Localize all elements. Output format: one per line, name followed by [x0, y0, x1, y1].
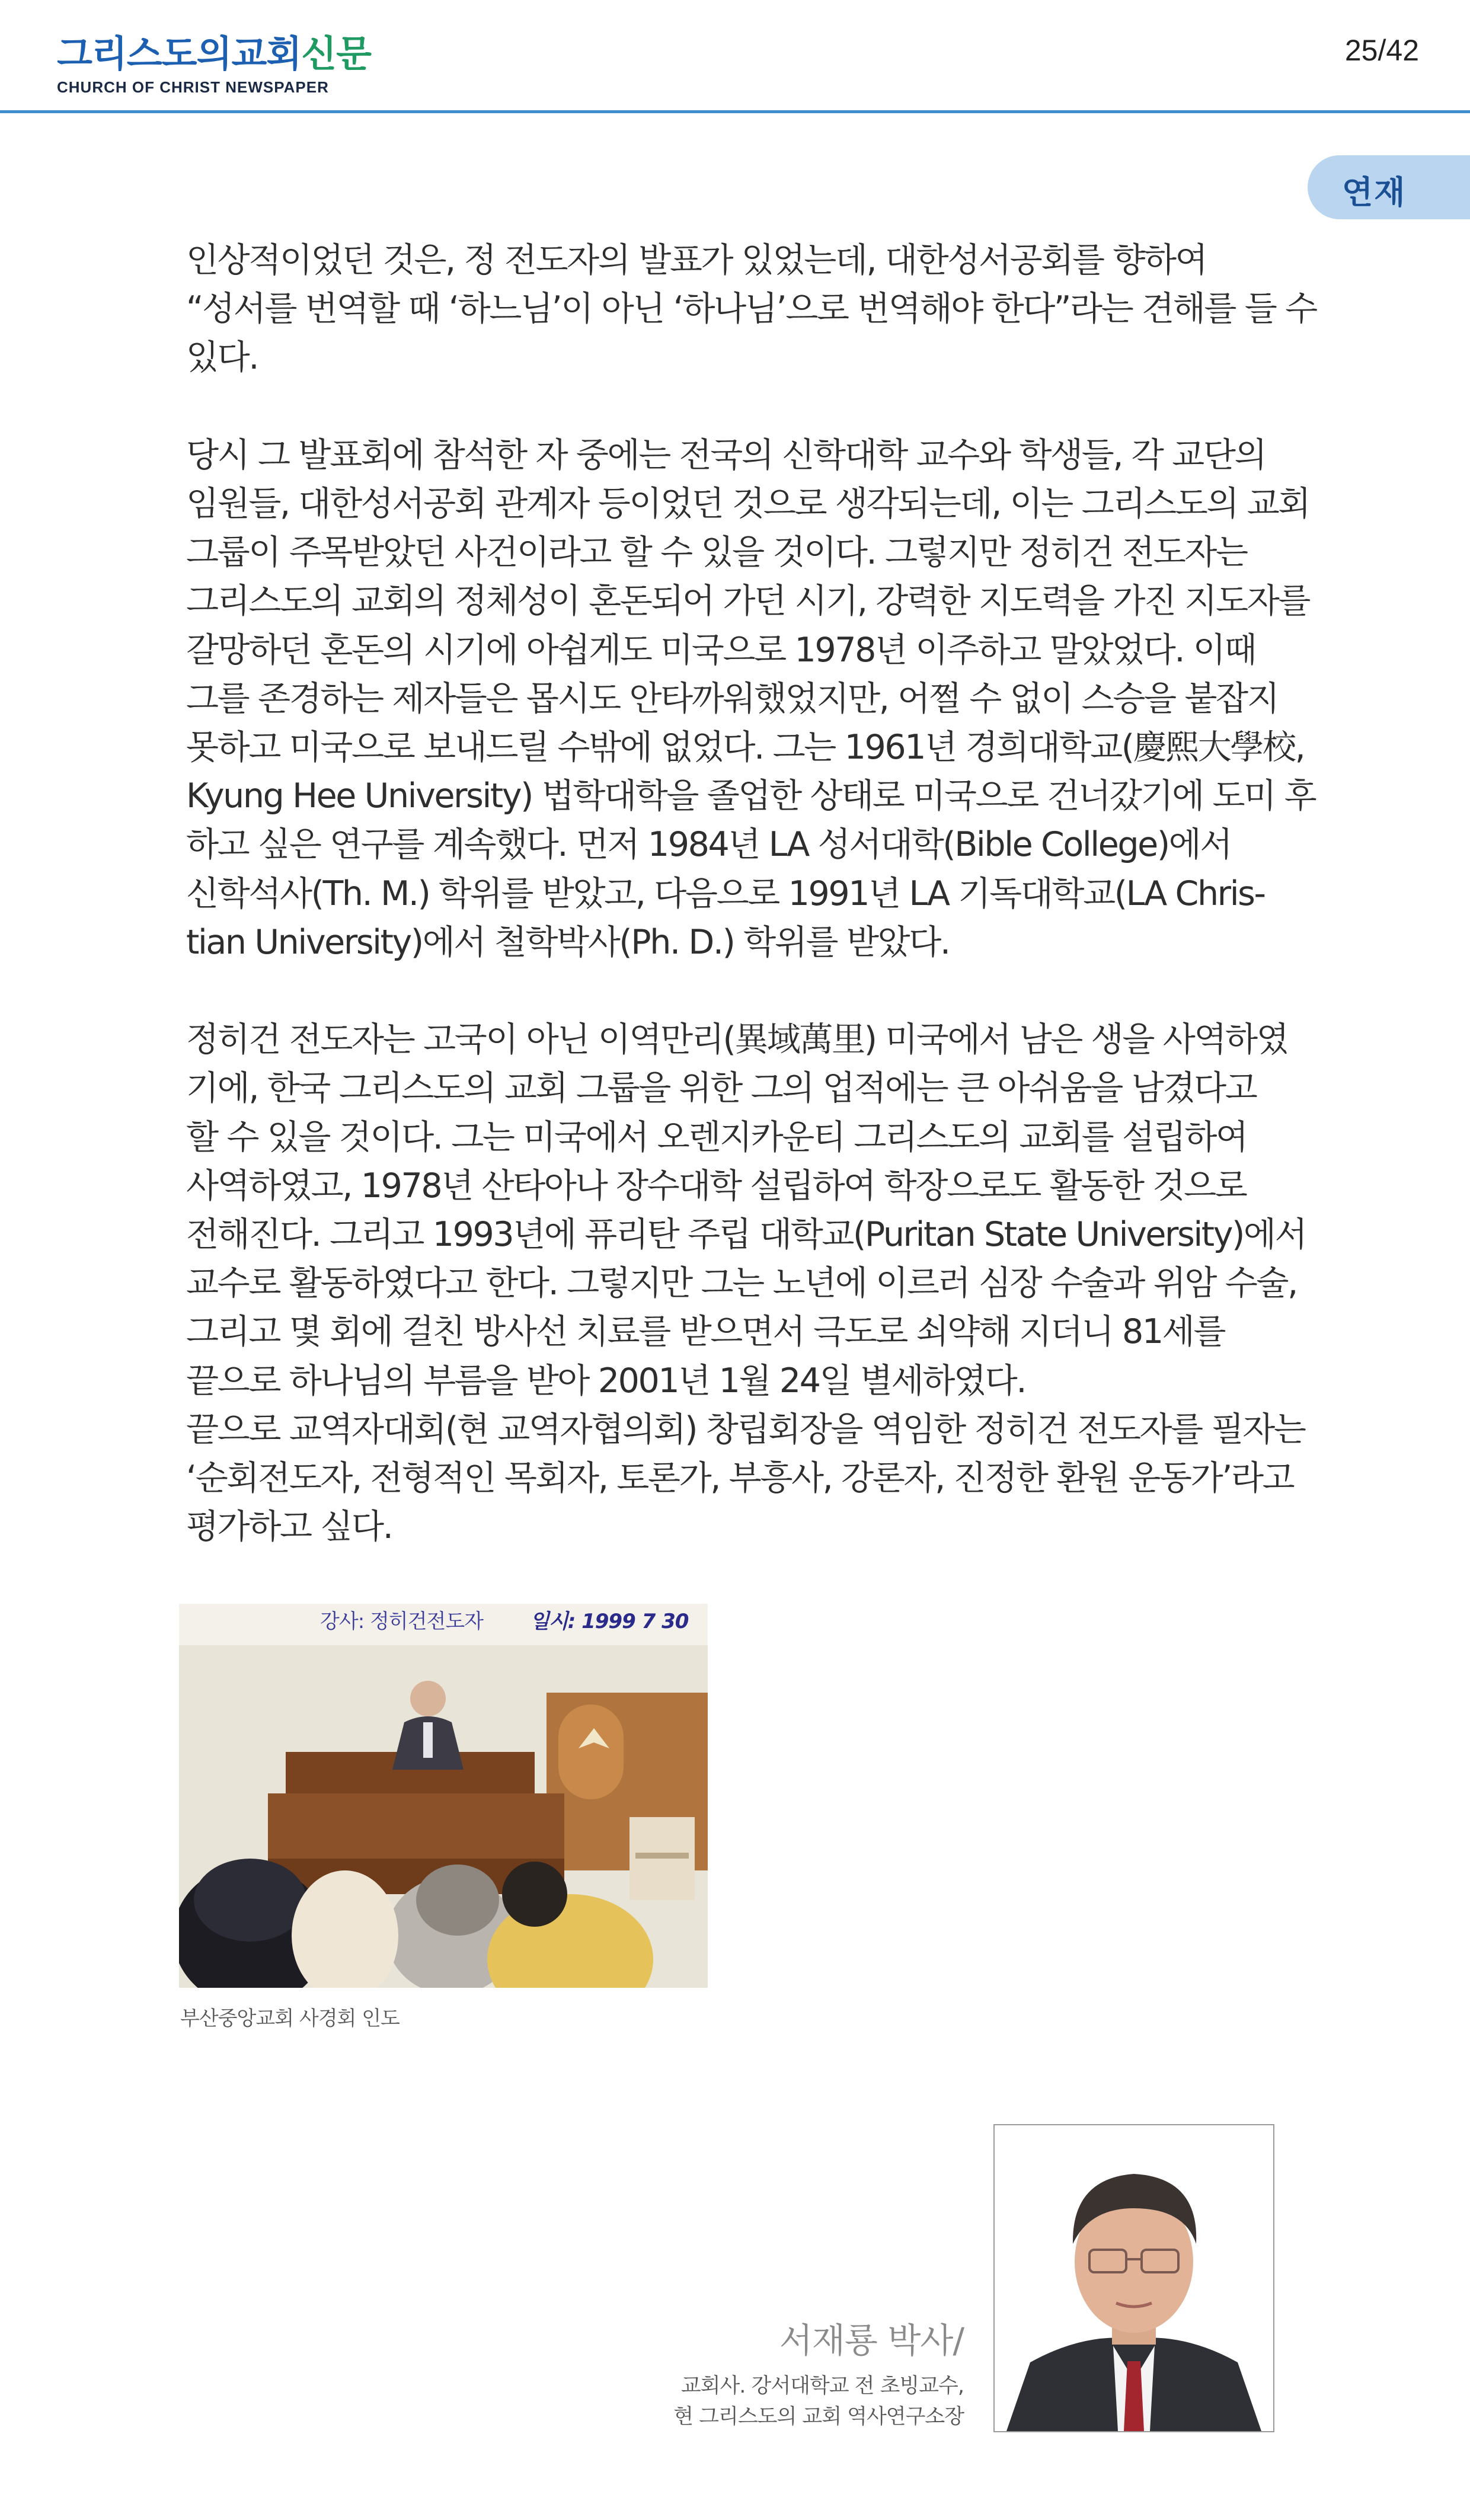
lecture-photo: [179, 1604, 708, 1988]
author-name: 서재룡 박사/: [779, 2320, 964, 2361]
author-desc-line: 교회사. 강서대학교 전 초빙교수,: [680, 2374, 964, 2398]
text-line: 전해진다. 그리고 1993년에 퓨리탄 주립 대학교(Puritan State University)에서: [186, 1215, 1306, 1255]
newspaper-logo[interactable]: [57, 33, 371, 97]
text-line: 당시 그 발표회에 참석한 자 중에는 전국의 신학대학 교수와 학생들, 각 교단의: [186, 435, 1266, 475]
series-tab: [1308, 155, 1470, 219]
header-divider: [0, 110, 1470, 113]
text-line: 평가하고 싶다.: [186, 1507, 392, 1547]
logo-korean: [57, 33, 371, 75]
text-line: 기에, 한국 그리스도의 교회 그룹을 위한 그의 업적에는 큰 아쉬움을 남겼다고: [186, 1069, 1257, 1108]
text-line: tian University)에서 철학박사(Ph. D.) 학위를 받았다.: [186, 922, 950, 962]
article-paragraph-2: [186, 431, 1316, 967]
photo-banner-speaker: 강사: 정히건전도자: [320, 1610, 484, 1633]
text-line: 하고 싶은 연구를 계속했다. 먼저 1984년 LA 성서대학(Bible College)에서: [186, 825, 1231, 865]
text-line: 정히건 전도자는 고국이 아닌 이역만리(異域萬里) 미국에서 남은 생을 사역하였: [186, 1020, 1288, 1060]
series-tab-label: 연재: [1342, 174, 1407, 211]
photo-banner-date: 일시: 1999 7 30: [530, 1610, 689, 1633]
article-paragraph-3: [186, 1015, 1306, 1551]
logo-english: CHURCH OF CHRIST NEWSPAPER: [57, 78, 329, 96]
text-line: 인상적이었던 것은, 정 전도자의 발표가 있었는데, 대한성서공회를 향하여: [186, 241, 1207, 280]
text-line: 할 수 있을 것이다. 그는 미국에서 오렌지카운티 그리스도의 교회를 설립하여: [186, 1117, 1247, 1157]
text-line: 그리스도의 교회의 정체성이 혼돈되어 가던 시기, 강력한 지도력을 가진 지도자를: [186, 581, 1310, 621]
text-line: 끝으로 하나님의 부름을 받아 2001년 1월 24일 별세하였다.: [186, 1361, 1026, 1400]
text-line: 신학석사(Th. M.) 학위를 받았고, 다음으로 1991년 LA 기독대학교(LA Chris-: [186, 874, 1265, 913]
logo-korean-green: 신문: [301, 32, 372, 75]
text-line: Kyung Hee University) 법학대학을 졸업한 상태로 미국으로 건너갔기에 도미 후: [186, 776, 1316, 816]
author-portrait: [993, 2124, 1274, 2432]
text-line: 갈망하던 혼돈의 시기에 아쉽게도 미국으로 1978년 이주하고 말았었다. 이때: [186, 630, 1256, 670]
text-line: “성서를 번역할 때 ‘하느님’이 아닌 ‘하나님’으로 번역해야 한다”라는 견해를 들 수: [186, 289, 1316, 329]
text-line: 끝으로 교역자대회(현 교역자협의회) 창립회장을 역임한 정히건 전도자를 필자는: [186, 1409, 1305, 1449]
text-line: 그를 존경하는 제자들은 몹시도 안타까워했었지만, 어쩔 수 없이 스승을 붙잡지: [186, 679, 1279, 718]
logo-korean-blue: 그리스도의교회: [57, 32, 302, 75]
text-line: 사역하였고, 1978년 산타아나 장수대학 설립하여 학장으로도 활동한 것으로: [186, 1166, 1247, 1205]
text-line: 있다.: [186, 338, 258, 378]
text-line: 그룹이 주목받았던 사건이라고 할 수 있을 것이다. 그렇지만 정히건 전도자는: [186, 533, 1247, 573]
text-line: 못하고 미국으로 보내드릴 수밖에 없었다. 그는 1961년 경희대학교(慶熙大學校,: [186, 728, 1305, 767]
text-line: 그리고 몇 회에 걸친 방사선 치료를 받으면서 극도로 쇠약해 지더니 81세를: [186, 1312, 1225, 1352]
author-desc-line: 현 그리스도의 교회 역사연구소장: [673, 2405, 964, 2429]
text-line: 교수로 활동하였다고 한다. 그렇지만 그는 노년에 이르러 심장 수술과 위암 수술,: [186, 1264, 1297, 1303]
text-line: ‘순회전도자, 전형적인 목회자, 토론가, 부흥사, 강론자, 진정한 환원 운동가’라고: [186, 1459, 1294, 1498]
author-description: [549, 2371, 964, 2432]
photo-caption: 부산중앙교회 사경회 인도: [180, 2007, 400, 2030]
page-header: [0, 0, 1470, 113]
article-paragraph-1: [186, 236, 1316, 382]
page-number: 25/42: [1344, 34, 1419, 67]
article-body: [186, 236, 1316, 1600]
text-line: 임원들, 대한성서공회 관계자 등이었던 것으로 생각되는데, 이는 그리스도의 교회: [186, 484, 1310, 523]
